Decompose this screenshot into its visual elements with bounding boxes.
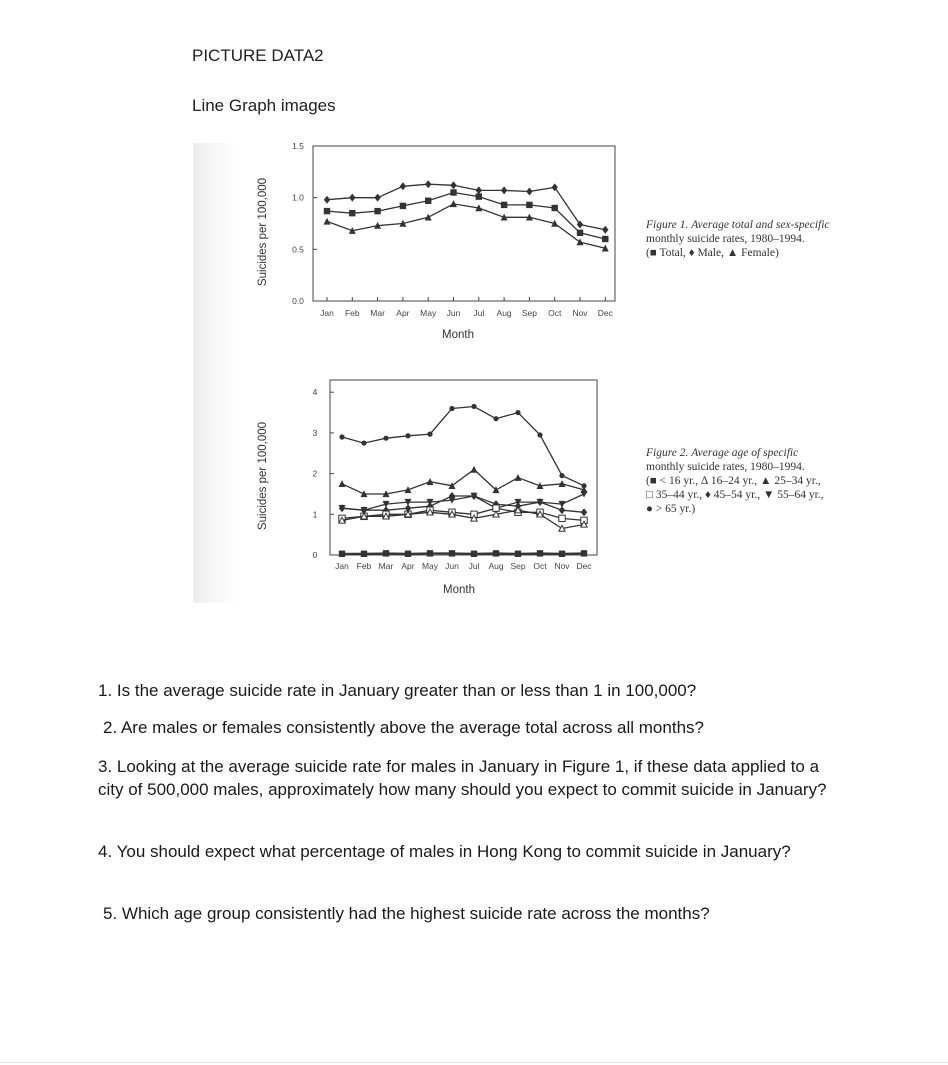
fig2-series-65-yr-point <box>515 410 520 415</box>
fig2-series-65-yr-point <box>427 432 432 437</box>
fig2-series-16-yr-point <box>515 551 521 557</box>
figure-1-caption-label: Figure 1. <box>646 219 689 231</box>
fig2-y-axis-title: Suicides per 100,000 <box>257 421 269 531</box>
figure-2-caption <box>646 446 876 516</box>
fig2-series-65-yr-line <box>342 407 584 486</box>
fig2-series-25-34-yr-point <box>471 466 478 473</box>
question-5: 5. Which age group consistently had the highest suicide rate across the months? <box>103 904 710 923</box>
fig2-x-tick-label: May <box>421 561 439 571</box>
figure-1-caption <box>646 218 876 260</box>
fig2-series-16-yr-point <box>537 550 543 556</box>
figure-1-caption-line-1: Average total and sex-specific <box>691 219 830 231</box>
fig2-series-65-yr-point <box>537 432 542 437</box>
fig2-series-65-yr-point <box>339 434 344 439</box>
figure-1-caption-line-2: monthly suicide rates, 1980–1994. <box>646 233 805 245</box>
fig1-x-tick-label: Oct <box>548 308 562 318</box>
fig1-x-tick-label: Sep <box>521 308 537 318</box>
fig2-series-65-yr-point <box>361 440 366 445</box>
figure-2-caption-line-1: Average age of specific <box>691 447 799 459</box>
legend-female-label: Female) <box>741 247 779 259</box>
fig2-x-tick-label: Aug <box>488 561 504 571</box>
legend-male-label: Male, <box>697 247 724 259</box>
fig1-x-tick-label: Nov <box>572 308 588 318</box>
fig2-series-16-yr-point <box>405 551 411 557</box>
fig2-series-55-64-yr-point <box>581 491 588 498</box>
fig1-x-tick-label: Feb <box>344 308 360 318</box>
figure-2-caption-line-5: ● > 65 yr.) <box>646 503 696 515</box>
fig2-x-axis-title: Month <box>443 584 475 596</box>
fig2-y-tick-label: 3 <box>312 427 318 438</box>
figure-2-caption-line-2: monthly suicide rates, 1980–1994. <box>646 461 805 473</box>
fig2-series-16-yr-point <box>339 551 345 557</box>
fig2-x-tick-label: Jan <box>335 561 349 571</box>
fig2-series-65-yr-point <box>449 406 454 411</box>
fig2-series-65-yr-point <box>471 404 476 409</box>
fig2-series-25-34-yr-point <box>515 474 522 481</box>
fig1-x-tick-label: Jan <box>320 308 334 318</box>
fig2-y-tick-label: 2 <box>312 468 318 479</box>
figure-2-caption-line-4: □ 35–44 yr., ♦ 45–54 yr., ▼ 55–64 yr., <box>646 489 824 501</box>
fig2-x-tick-label: Apr <box>401 561 415 571</box>
fig1-x-tick-label: Dec <box>597 308 613 318</box>
fig2-x-tick-label: Jul <box>468 561 480 571</box>
fig2-series-65-yr-point <box>559 473 564 478</box>
fig2-series-45-54-yr-point <box>559 506 565 514</box>
fig2-series-16-yr-point <box>559 551 565 557</box>
fig1-x-tick-label: Apr <box>396 308 410 318</box>
fig2-x-tick-label: Jun <box>445 561 459 571</box>
fig2-series-16-yr-point <box>493 550 499 556</box>
question-4: 4. You should expect what percentage of males in Hong Kong to commit suicide in January? <box>98 842 791 861</box>
fig2-x-tick-label: Nov <box>554 561 570 571</box>
fig1-x-tick-label: Jun <box>446 308 461 318</box>
fig2-series-65-yr-point <box>383 436 388 441</box>
fig1-y-tick-label: 0.0 <box>292 296 304 306</box>
fig1-x-axis-title: Month <box>442 329 474 341</box>
fig2-x-tick-label: Sep <box>510 561 526 571</box>
fig2-series-16-yr-point <box>427 550 433 556</box>
fig2-series-25-34-yr-point <box>339 480 346 487</box>
fig1-y-axis-title: Suicides per 100,000 <box>257 177 269 287</box>
fig1-y-tick-label: 1.5 <box>292 141 304 151</box>
figure-2-caption-line-3: (■ < 16 yr., ∆ 16–24 yr., ▲ 25–34 yr., <box>646 475 821 487</box>
fig1-y-tick-label: 1.0 <box>292 192 304 203</box>
fig2-x-tick-label: Oct <box>533 561 547 571</box>
fig1-x-tick-label: May <box>420 308 437 318</box>
question-2: 2. Are males or females consistently above the average total across all months? <box>103 718 704 737</box>
fig2-y-tick-label: 0 <box>312 550 318 560</box>
fig2-x-tick-label: Dec <box>576 561 592 571</box>
document-subheading: Line Graph images <box>192 96 336 115</box>
fig1-y-tick-label: 0.5 <box>292 244 304 255</box>
fig2-series-25-34-yr-line <box>342 470 584 495</box>
question-1: 1. Is the average suicide rate in January greater than or less than 1 in 100,000? <box>98 681 697 700</box>
fig2-series-35-44-yr-point <box>559 515 565 521</box>
female-marker-icon: ▲ <box>726 247 739 259</box>
fig1-x-tick-label: Mar <box>370 308 385 318</box>
fig2-series-45-54-yr-point <box>581 508 587 516</box>
fig2-series-65-yr-point <box>493 416 498 421</box>
male-marker-icon: ♦ <box>688 247 695 259</box>
figure-2-caption-label: Figure 2. <box>646 447 689 459</box>
fig2-series-25-34-yr-point <box>427 478 434 485</box>
question-3: 3. Looking at the average suicide rate for males in January in Figure 1, if these data applied to a city of 500,000 males, approximately how many should you expect to commit suicide in January? <box>98 757 827 799</box>
fig2-series-16-yr-point <box>449 550 455 556</box>
fig2-series-65-yr-point <box>405 433 410 438</box>
page-bottom-border <box>0 1062 948 1063</box>
total-marker-icon: ■ <box>649 247 657 259</box>
fig2-series-16-yr-point <box>471 551 477 557</box>
fig1-x-tick-label: Jul <box>473 308 485 318</box>
fig2-x-tick-label: Mar <box>378 561 394 571</box>
fig2-y-tick-label: 1 <box>312 509 318 520</box>
fig1-x-tick-label: Aug <box>496 308 512 318</box>
figure-1-caption-legend: (■ Total, ♦ Male, ▲ Female) <box>646 247 779 259</box>
fig2-series-16-yr-point <box>581 550 587 556</box>
fig2-y-tick-label: 4 <box>312 387 318 398</box>
document-heading: PICTURE DATA2 <box>192 46 324 65</box>
fig2-x-tick-label: Feb <box>356 561 372 571</box>
legend-total-label: Total, <box>659 247 686 259</box>
fig2-series-16-yr-point <box>383 550 389 556</box>
fig2-series-16-yr-point <box>361 551 367 557</box>
